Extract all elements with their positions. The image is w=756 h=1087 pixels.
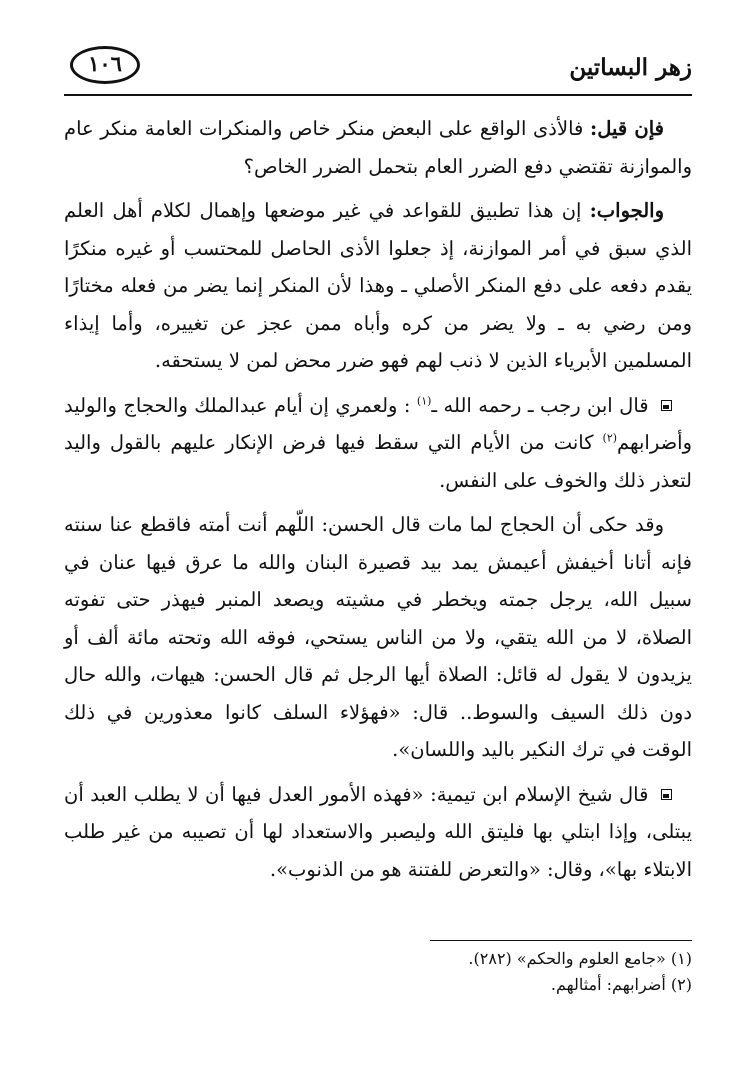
running-title: زهر البساتين <box>569 54 692 81</box>
footnote-2: (٢) أضرابهم: أمثالهم. <box>550 975 692 994</box>
paragraph-text: إن هذا تطبيق للقواعد في غير موضعها وإهمال لكلام أهل العلم الذي سبق في أمر الموازنة، إذ جعلوا الأذى الحاصل للمحتسب أو غيره منكرًا يقدم دفعه على دفع المنكر الأصلي ـ وهذا لأن المنكر إنما يضر من فعله مختارًا ومن رضي به ـ ولا يضر من كره وأباه ممن عجز عن تغييره، وأما إيذاء المسلمين الأبرياء الذين لا ذنب لهم فهو ضرر محض لمن لا يستحقه. <box>64 199 692 372</box>
paragraph-text: كانت من الأيام التي سقط فيها فرض الإنكار عليهم بالقول واليد لتعذر ذلك والخوف على النفس. <box>64 431 692 492</box>
page-number: ١٠٦ <box>88 51 122 76</box>
page-number-badge <box>64 44 146 86</box>
paragraph-text: وقد حكى أن الحجاج لما مات قال الحسن: اللّهم أنت أمته فاقطع عنا سنته فإنه أتانا أخيفش أعيمش يمد بيد قصيرة البنان والله ما عرق فيها عنان في سبيل الله، يرجل جمته ويخطر في مشيته ويصعد المنبر فيهذر حتى تفوته الصلاة، لا من الله يتقي، ولا من الناس يستحي، فوقه الله وتحته مائة ألف أو يزيدون لا يقول له قائل: الصلاة أيها الرجل ثم قال الحسن: هيهات، والله حال دون ذلك السيف والسوط.. قال: «فهؤلاء السلف كانوا معذورين في ذلك الوقت في ترك النكير باليد واللسان». <box>64 513 692 761</box>
page-body <box>64 110 692 895</box>
paragraph-text: فالأذى الواقع على البعض منكر خاص والمنكرات العامة منكر عام والموازنة تقتضي دفع الضرر العام بتحمل الضرر الخاص؟ <box>64 117 692 178</box>
paragraph-hajjaj <box>64 506 692 769</box>
square-bullet-icon <box>661 789 672 800</box>
footnote-ref-2[interactable]: (٢) <box>602 431 618 445</box>
paragraph-ibn-rajab <box>64 387 692 500</box>
footnote-ref-1[interactable]: (١) <box>416 394 432 407</box>
paragraph-ibn-taymiyyah <box>64 776 692 889</box>
paragraph-text: : ولعمري إن أيام عبدالملك والحجاج والوليد وأضرابهم <box>64 393 692 454</box>
page-header <box>64 48 692 100</box>
paragraph-text: قال شيخ الإسلام ابن تيمية: «فهذه الأمور العدل فيها أن لا يطلب العبد أن يبتلى، وإذا ابتلي بها فليتق الله وليصبر والاستعداد لها أن تصيبه من غير طلب الابتلاء بها»، وقال: «والتعرض للفتنة هو من الذنوب». <box>64 782 692 881</box>
paragraph-lead: والجواب: <box>589 199 665 222</box>
paragraph-text: قال ابن رجب ـ رحمه الله ـ <box>431 393 649 417</box>
footnote-1: (١) «جامع العلوم والحكم» (٢٨٢). <box>468 949 692 968</box>
header-rule <box>64 94 692 96</box>
footnotes <box>64 946 692 998</box>
footnote-rule <box>430 940 692 941</box>
paragraph-lead: فإن قيل: <box>590 117 665 140</box>
paragraph-answer <box>64 192 692 380</box>
square-bullet-icon <box>661 400 672 411</box>
paragraph-question <box>64 110 692 185</box>
